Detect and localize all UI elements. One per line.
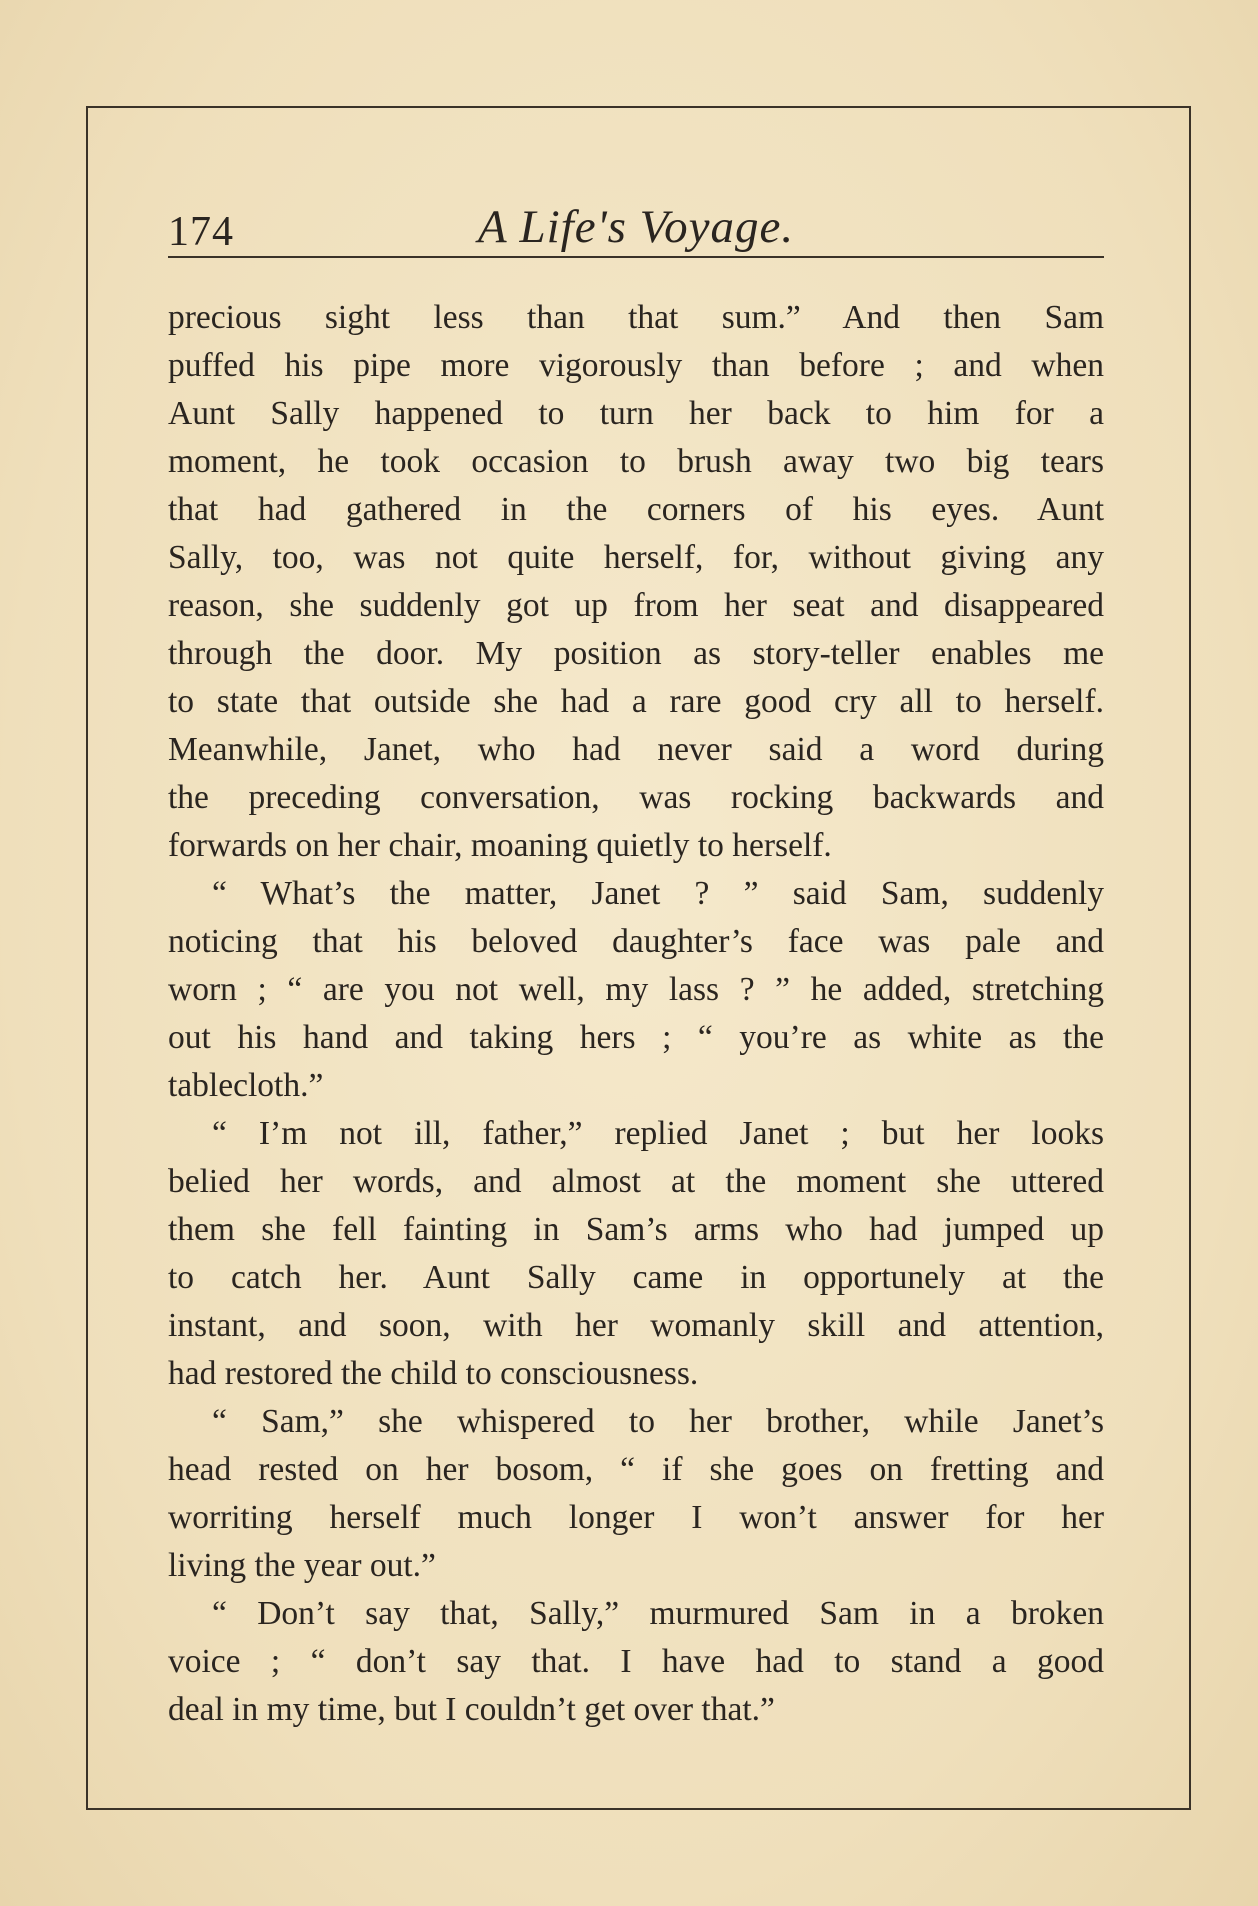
text-line: instant, and soon, with her womanly skill and attention,	[168, 1307, 1104, 1344]
text-line: belied her words, and almost at the moment she uttered	[168, 1163, 1104, 1200]
text-line: tablecloth.”	[168, 1067, 324, 1104]
text-line: moment, he took occasion to brush away two big tears	[168, 443, 1104, 480]
text-line: forwards on her chair, moaning quietly to herself.	[168, 827, 832, 864]
text-line: head rested on her bosom, “ if she goes on fretting and	[168, 1451, 1104, 1488]
text-line: Sally, too, was not quite herself, for, without giving any	[168, 539, 1104, 576]
text-line: through the door. My position as story-teller enables me	[168, 635, 1104, 672]
header-rule	[168, 256, 1104, 258]
text-line: living the year out.”	[168, 1547, 436, 1584]
body-text	[168, 294, 1104, 1734]
text-line: noticing that his beloved daughter’s face was pale and	[168, 923, 1104, 960]
text-line: them she fell fainting in Sam’s arms who had jumped up	[168, 1211, 1104, 1248]
page-number: 174	[168, 209, 234, 255]
text-line: puffed his pipe more vigorously than before ; and when	[168, 347, 1104, 384]
text-line: worriting herself much longer I won’t answer for her	[168, 1499, 1104, 1536]
text-line: worn ; “ are you not well, my lass ? ” he added, stretching	[168, 971, 1104, 1008]
text-line: “ What’s the matter, Janet ? ” said Sam, suddenly	[212, 875, 1104, 912]
text-line: deal in my time, but I couldn’t get over that.”	[168, 1691, 775, 1728]
running-title: A Life's Voyage.	[477, 201, 795, 253]
text-line: Aunt Sally happened to turn her back to him for a	[168, 395, 1104, 432]
text-line: had restored the child to consciousness.	[168, 1355, 699, 1392]
text-line: the preceding conversation, was rocking backwards and	[168, 779, 1104, 816]
text-line: that had gathered in the corners of his eyes. Aunt	[168, 491, 1104, 528]
page-header	[168, 190, 1104, 260]
text-line: precious sight less than that sum.” And then Sam	[168, 299, 1104, 336]
text-line: “ I’m not ill, father,” replied Janet ; but her looks	[212, 1115, 1104, 1152]
text-line: voice ; “ don’t say that. I have had to stand a good	[168, 1643, 1104, 1680]
text-line: “ Don’t say that, Sally,” murmured Sam in a broken	[212, 1595, 1104, 1632]
text-line: to state that outside she had a rare good cry all to herself.	[168, 683, 1104, 720]
text-line: to catch her. Aunt Sally came in opportunely at the	[168, 1259, 1104, 1296]
text-line: “ Sam,” she whispered to her brother, while Janet’s	[212, 1403, 1104, 1440]
text-line: out his hand and taking hers ; “ you’re as white as the	[168, 1019, 1104, 1056]
text-line: reason, she suddenly got up from her seat and disappeared	[168, 587, 1104, 624]
text-line: Meanwhile, Janet, who had never said a word during	[168, 731, 1104, 768]
